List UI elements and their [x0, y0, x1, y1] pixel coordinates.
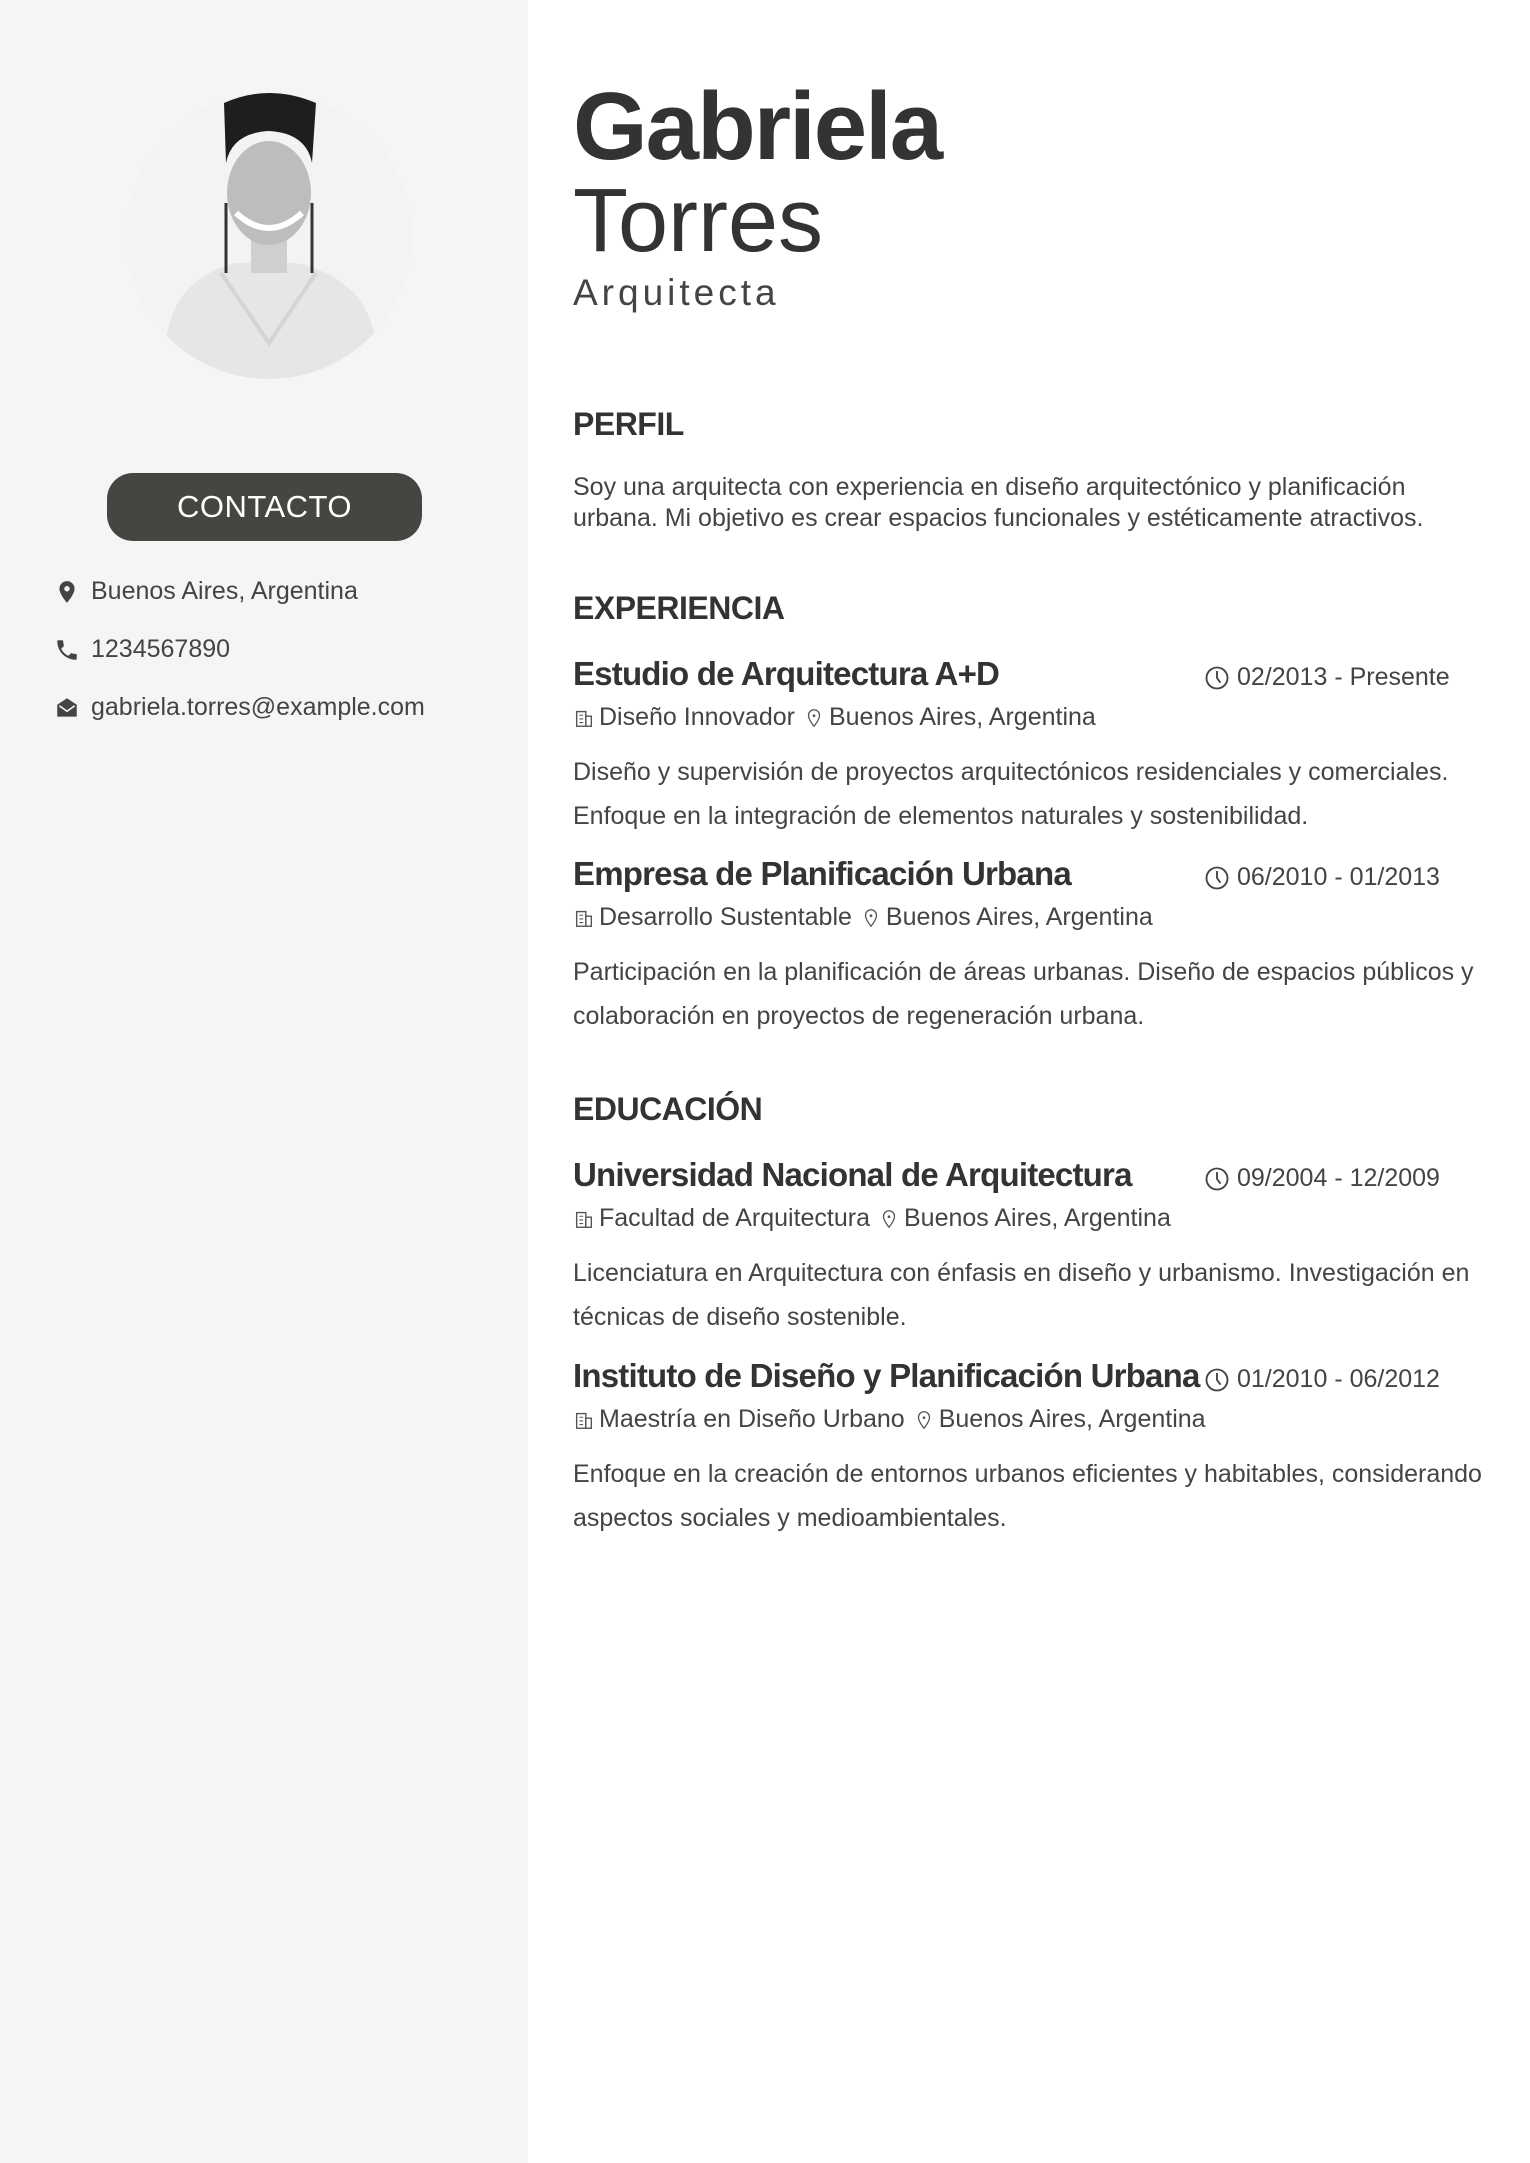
- entry-location: Buenos Aires, Argentina: [885, 903, 1153, 931]
- entry-date: [1203, 1164, 1440, 1193]
- section-title-educacion: EDUCACIÓN: [573, 1091, 763, 1127]
- clock-icon: [1203, 664, 1231, 692]
- entry-description: Participación en la planificación de áreas urbanas. Diseño de espacios públicos y colaboración en proyectos de regeneración urbana.: [573, 958, 1474, 1030]
- entry-description: Diseño y supervisión de proyectos arquitectónicos residenciales y comerciales. Enfoque en la integración de elementos naturales y sostenibilidad.: [573, 758, 1449, 830]
- entry-date: [1203, 863, 1440, 892]
- entry-meta: [573, 703, 1096, 732]
- entry-location: Buenos Aires, Argentina: [828, 703, 1096, 731]
- clock-icon: [1203, 864, 1231, 892]
- building-icon: [573, 907, 595, 929]
- envelope-icon: [54, 695, 80, 721]
- contact-email: [54, 693, 425, 722]
- clock-icon: [1203, 1366, 1231, 1394]
- contact-heading: CONTACTO: [107, 473, 422, 541]
- entry-date-text: 02/2013 - Presente: [1237, 663, 1450, 691]
- entry-meta: [573, 903, 1153, 932]
- building-icon: [573, 1208, 595, 1230]
- section-title-perfil: PERFIL: [573, 406, 684, 442]
- location-pin-icon: [878, 1208, 900, 1230]
- entry-org: Diseño Innovador: [599, 703, 795, 731]
- entry-org: Maestría en Diseño Urbano: [599, 1405, 905, 1433]
- location-pin-icon: [913, 1409, 935, 1431]
- profile-photo: [126, 93, 412, 379]
- entry-description: Licenciatura en Arquitectura con énfasis en diseño y urbanismo. Investigación en técnicas de diseño sostenible.: [573, 1259, 1470, 1331]
- location-pin-icon: [860, 907, 882, 929]
- entry-location: Buenos Aires, Argentina: [904, 1204, 1171, 1232]
- building-icon: [573, 707, 595, 729]
- first-name: Gabriela: [573, 73, 942, 180]
- entry-title: Universidad Nacional de Arquitectura: [573, 1156, 1132, 1193]
- entry-date-text: 06/2010 - 01/2013: [1237, 863, 1440, 891]
- perfil-text: Soy una arquitecta con experiencia en diseño arquitectónico y planificación urbana. Mi objetivo es crear espacios funcionales y estéticamente atractivos.: [573, 473, 1424, 532]
- contact-email-text[interactable]: gabriela.torres@example.com: [91, 693, 425, 721]
- clock-icon: [1203, 1165, 1231, 1193]
- section-title-experiencia: EXPERIENCIA: [573, 590, 785, 626]
- entry-title: Empresa de Planificación Urbana: [573, 855, 1071, 892]
- entry-org: Desarrollo Sustentable: [599, 903, 852, 931]
- sidebar: [0, 0, 528, 2163]
- entry-date: [1203, 663, 1450, 692]
- phone-icon: [54, 637, 80, 663]
- entry-date-text: 09/2004 - 12/2009: [1237, 1164, 1440, 1192]
- contact-location: [54, 577, 358, 606]
- entry-title: Estudio de Arquitectura A+D: [573, 655, 1000, 692]
- entry-date: [1203, 1365, 1440, 1394]
- job-role: Arquitecta: [573, 272, 780, 313]
- entry-meta: [573, 1204, 1171, 1233]
- contact-phone: [54, 635, 230, 664]
- entry-location: Buenos Aires, Argentina: [938, 1405, 1206, 1433]
- entry-meta: [573, 1405, 1206, 1434]
- entry-org: Facultad de Arquitectura: [599, 1204, 870, 1232]
- building-icon: [573, 1409, 595, 1431]
- entry-title: Instituto de Diseño y Planificación Urbana: [573, 1357, 1200, 1394]
- contact-phone-text[interactable]: 1234567890: [91, 635, 231, 663]
- location-pin-icon: [803, 707, 825, 729]
- location-pin-icon: [54, 579, 80, 605]
- last-name: Torres: [573, 171, 824, 271]
- entry-description: Enfoque en la creación de entornos urbanos eficientes y habitables, considerando aspectos sociales y medioambientales.: [573, 1460, 1482, 1532]
- contact-location-text: Buenos Aires, Argentina: [91, 577, 358, 605]
- entry-date-text: 01/2010 - 06/2012: [1237, 1365, 1440, 1393]
